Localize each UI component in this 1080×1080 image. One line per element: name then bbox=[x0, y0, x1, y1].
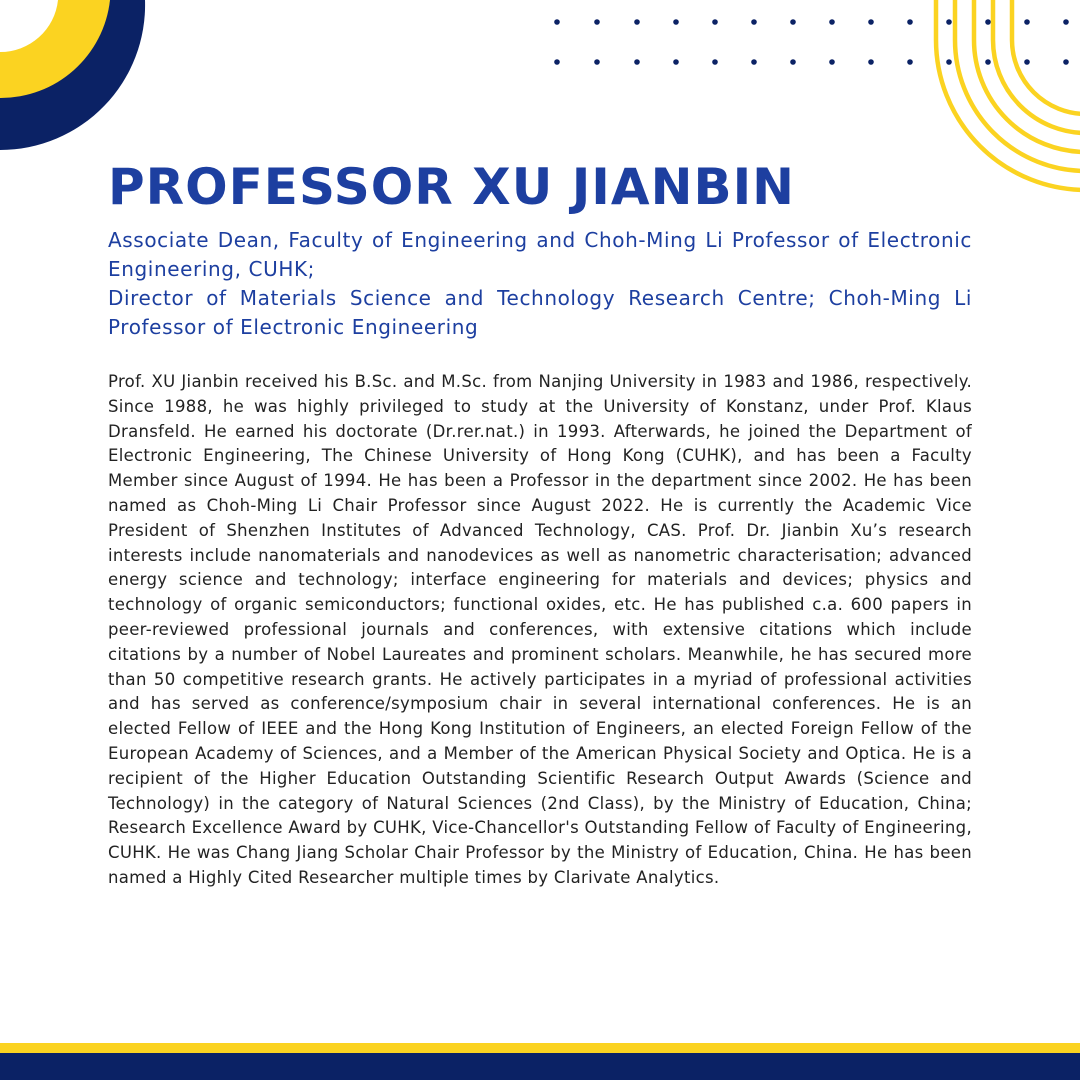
concentric-arcs bbox=[936, 0, 1080, 190]
position-title-line: Director of Materials Science and Technology Research Centre; Choh-Ming Li Professor of Electronic Engineering bbox=[108, 286, 972, 339]
footer-bar-navy bbox=[0, 1053, 1080, 1080]
position-titles bbox=[108, 226, 972, 342]
position-title-line: Associate Dean, Faculty of Engineering and Choh-Ming Li Professor of Electronic Engineering, CUHK; bbox=[108, 228, 972, 281]
footer-bar-yellow bbox=[0, 1043, 1080, 1053]
biography-paragraph: Prof. XU Jianbin received his B.Sc. and M.Sc. from Nanjing University in 1983 and 1986, respectively. Since 1988, he was highly privileged to study at the University of Konstanz, under Prof. Klaus Dransfeld. He earned his doctorate (Dr.rer.nat.) in 1993. Afterwards, he joined the Department of Electronic Engineering, The Chinese University of Hong Kong (CUHK), and has been a Faculty Member since August of 1994. He has been a Professor in the department since 2002. He has been named as Choh-Ming Li Chair Professor since August 2022. He is currently the Academic Vice President of Shenzhen Institutes of Advanced Technology, CAS. Prof. Dr. Jianbin Xu’s research interests include nanomaterials and nanodevices as well as nanometric characterisation; advanced energy science and technology; interface engineering for materials and devices; physics and technology of organic semiconductors; functional oxides, etc. He has published c.a. 600 papers in peer-reviewed professional journals and conferences, with extensive citations which include citations by a number of Nobel Laureates and prominent scholars. Meanwhile, he has secured more than 50 competitive research grants. He actively participates in a myriad of professional activities and has served as conference/symposium chair in several international conferences. He is an elected Fellow of IEEE and the Hong Kong Institution of Engineers, an elected Foreign Fellow of the European Academy of Sciences, and a Member of the American Physical Society and Optica. He is a recipient of the Higher Education Outstanding Scientific Research Output Awards (Science and Technology) in the category of Natural Sciences (2nd Class), by the Ministry of Education, China; Research Excellence Award by CUHK, Vice-Chancellor's Outstanding Fellow of Faculty of Engineering, CUHK. He was Chang Jiang Scholar Chair Professor by the Ministry of Education, China. He has been named a Highly Cited Researcher multiple times by Clarivate Analytics. bbox=[108, 372, 972, 887]
page-title: PROFESSOR XU JIANBIN bbox=[108, 158, 796, 216]
